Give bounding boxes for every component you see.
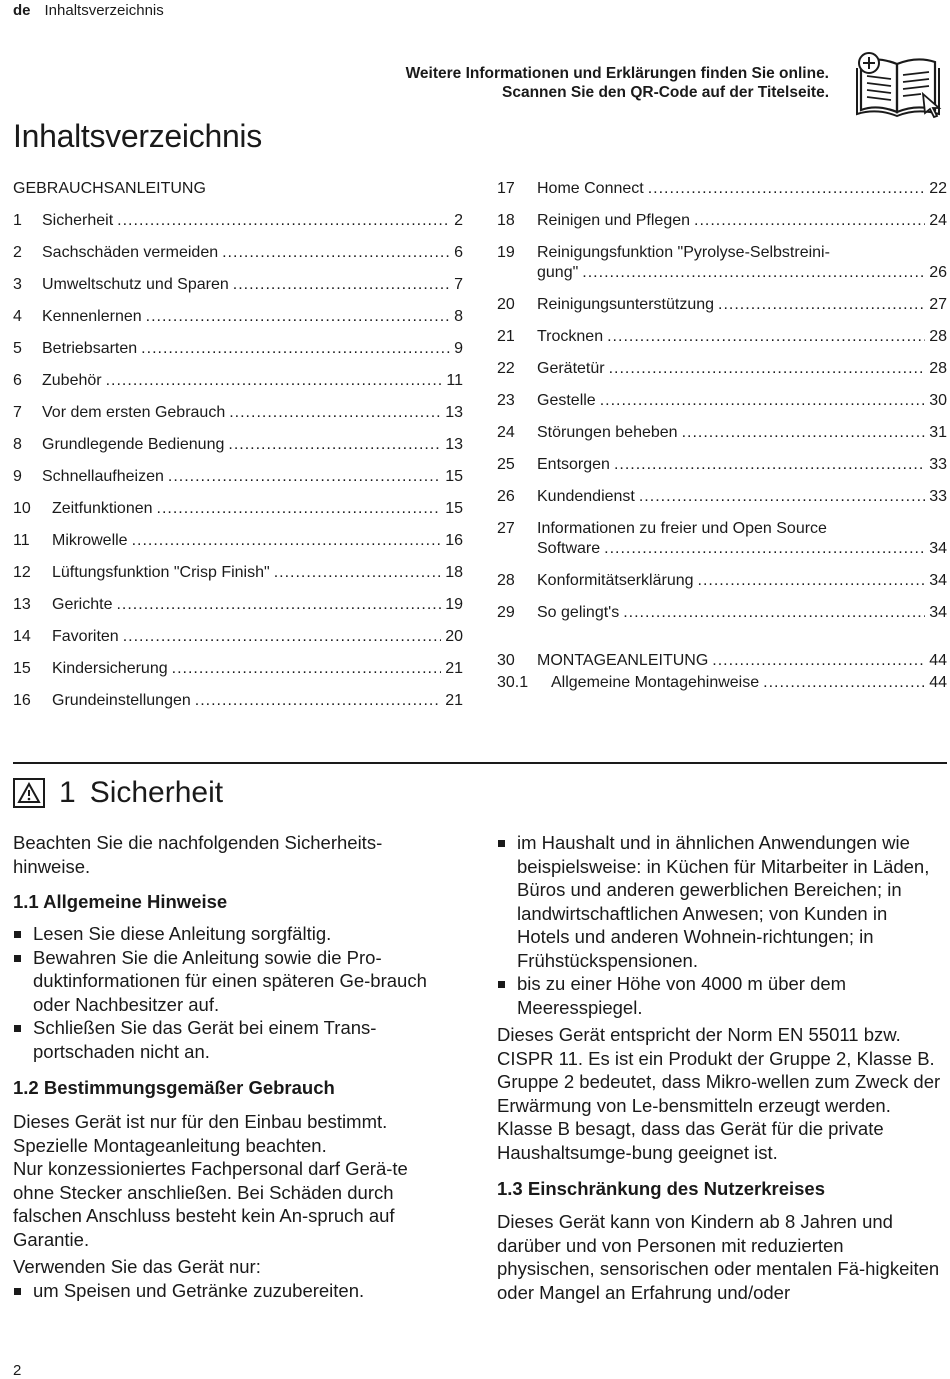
toc-entry-title: Favoriten bbox=[52, 628, 119, 645]
toc-entry[interactable] bbox=[497, 392, 947, 410]
toc-entry-page: 8 bbox=[454, 308, 463, 325]
toc-entry-page: 15 bbox=[445, 468, 463, 485]
toc-entry[interactable] bbox=[497, 488, 947, 506]
toc-entry-page: 19 bbox=[445, 596, 463, 613]
toc-leader-dots bbox=[172, 660, 442, 678]
toc-leader-dots bbox=[106, 372, 443, 390]
list-item: bis zu einer Höhe von 4000 m über dem Meeresspiegel. bbox=[497, 972, 917, 1019]
toc-entry-title[interactable]: Informationen zu freier und Open Source bbox=[537, 520, 827, 537]
toc-entry-page: 22 bbox=[929, 180, 947, 197]
toc-section-label: GEBRAUCHSANLEITUNG bbox=[13, 180, 206, 197]
toc-entry[interactable] bbox=[13, 564, 463, 582]
paragraph: Dieses Gerät entspricht der Norm EN 55011 bzw. CISPR 11. Es ist ein Produkt der Gruppe 2, Klasse B. Gruppe 2 bedeutet, dass Mikro-wellen zum Zweck der Erwärmung von Le-bensmitteln erzeugt werden. Klasse B besagt, dass das Gerät für die private Haushaltsumge-bung geeignet ist. bbox=[497, 1024, 941, 1163]
toc-leader-dots bbox=[763, 674, 925, 692]
toc-entry-number: 3 bbox=[13, 276, 22, 293]
toc-leader-dots bbox=[123, 628, 442, 646]
page-number: 2 bbox=[13, 1362, 22, 1379]
toc-entry-number: 5 bbox=[13, 340, 22, 357]
toc-entry-title: Betriebsarten bbox=[42, 340, 138, 357]
toc-leader-dots bbox=[228, 436, 441, 454]
toc-entry[interactable] bbox=[497, 572, 947, 590]
text-column-right bbox=[497, 831, 945, 1304]
toc-entry-page: 20 bbox=[445, 628, 463, 645]
toc-entry[interactable] bbox=[497, 212, 947, 230]
toc-leader-dots bbox=[648, 180, 925, 198]
toc-entry-title: Gestelle bbox=[537, 392, 596, 409]
paragraph: Verwenden Sie das Gerät nur: bbox=[13, 1256, 261, 1277]
toc-entry-page: 28 bbox=[929, 328, 947, 345]
toc-leader-dots bbox=[718, 296, 925, 314]
toc-leader-dots bbox=[157, 500, 442, 518]
list-item: im Haushalt und in ähnlichen Anwendungen wie beispielsweise: in Küchen für Mitarbeiter in Läden, Büros und anderen gewerblichen Bereichen; in landwirtschaftlichen Anwesen; von Kunden in Hotels und anderen Wohnein-richtungen; in Frühstückspensionen. bbox=[497, 831, 942, 972]
toc-entry-number: 21 bbox=[497, 328, 515, 345]
toc-entry[interactable] bbox=[13, 404, 463, 422]
toc-entry-page: 26 bbox=[929, 264, 947, 281]
toc-entry-title: MONTAGEANLEITUNG bbox=[537, 652, 709, 669]
toc-entry-number: 25 bbox=[497, 456, 515, 473]
toc-entry-page: 18 bbox=[445, 564, 463, 581]
toc-entry-page: 21 bbox=[445, 660, 463, 677]
toc-leader-dots bbox=[222, 244, 450, 262]
toc-entry-title: Reinigungsunterstützung bbox=[537, 296, 715, 313]
toc-entry-title: gung" bbox=[537, 264, 579, 281]
toc-entry-title[interactable]: Reinigungsfunktion "Pyrolyse-Selbstreini- bbox=[537, 244, 830, 261]
online-info-note bbox=[406, 64, 829, 102]
toc-entry[interactable] bbox=[13, 276, 463, 294]
toc-entry-number: 30 bbox=[497, 652, 515, 669]
warning-triangle-icon bbox=[13, 778, 45, 808]
toc-entry-page: 13 bbox=[445, 436, 463, 453]
toc-entry-page: 15 bbox=[445, 500, 463, 517]
toc-entry-title: Grundlegende Bedienung bbox=[42, 436, 225, 453]
toc-entry-page: 7 bbox=[454, 276, 463, 293]
toc-entry[interactable] bbox=[13, 468, 463, 486]
toc-entry-number: 28 bbox=[497, 572, 515, 589]
paragraph: Dieses Gerät ist nur für den Einbau bestimmt. Spezielle Montageanleitung beachten. bbox=[13, 1111, 388, 1156]
toc-entry-title: So gelingt's bbox=[537, 604, 620, 621]
toc-entry[interactable] bbox=[13, 532, 463, 550]
toc-entry-page: 16 bbox=[445, 532, 463, 549]
toc-entry-page: 27 bbox=[929, 296, 947, 313]
toc-leader-dots bbox=[614, 456, 925, 474]
toc-entry-page: 21 bbox=[445, 692, 463, 709]
toc-entry[interactable] bbox=[13, 628, 463, 646]
toc-entry-page: 33 bbox=[929, 456, 947, 473]
toc-entry-number: 1 bbox=[13, 212, 22, 229]
online-info-line1: Weitere Informationen und Erklärungen finden Sie online. bbox=[405, 65, 829, 82]
toc-entry-number: 16 bbox=[13, 692, 31, 709]
toc-entry-title: Störungen beheben bbox=[537, 424, 678, 441]
intro-paragraph: Beachten Sie die nachfolgenden Sicherheits-hinweise. bbox=[13, 832, 383, 877]
toc-entry[interactable] bbox=[497, 296, 947, 314]
toc-entry-page: 6 bbox=[454, 244, 463, 261]
toc-entry-page: 2 bbox=[454, 212, 463, 229]
toc-entry-number: 9 bbox=[13, 468, 22, 485]
toc-entry[interactable] bbox=[13, 500, 463, 518]
toc-entry-page: 34 bbox=[929, 572, 947, 589]
toc-entry-title: Kundendienst bbox=[537, 488, 635, 505]
toc-leader-dots bbox=[274, 564, 442, 582]
toc-leader-dots bbox=[698, 572, 926, 590]
toc-leader-dots bbox=[146, 308, 450, 326]
paragraph: Dieses Gerät kann von Kindern ab 8 Jahren und darüber und von Personen mit reduzierten physischen, sensorischen oder mentalen Fä-higkeiten oder Mangel an Erfahrung und/oder bbox=[497, 1211, 940, 1303]
toc-leader-dots bbox=[712, 652, 925, 670]
toc-entry-page: 30 bbox=[929, 392, 947, 409]
toc-entry-number: 4 bbox=[13, 308, 22, 325]
toc-entry-number: 27 bbox=[497, 520, 515, 537]
list-item: Schließen Sie das Gerät bei einem Trans-portschaden nicht an. bbox=[13, 1016, 438, 1063]
toc-entry[interactable] bbox=[13, 660, 463, 678]
running-header bbox=[13, 2, 164, 19]
toc-entry-title: Mikrowelle bbox=[52, 532, 128, 549]
toc-leader-dots bbox=[609, 360, 926, 378]
toc-entry-number: 13 bbox=[13, 596, 31, 613]
header-title: Inhaltsverzeichnis bbox=[44, 2, 164, 19]
toc-entry-page: 34 bbox=[929, 540, 947, 557]
list-item: Lesen Sie diese Anleitung sorgfältig. bbox=[13, 922, 463, 946]
toc-entry-number: 6 bbox=[13, 372, 22, 389]
toc-leader-dots bbox=[168, 468, 441, 486]
toc-entry-number: 23 bbox=[497, 392, 515, 409]
toc-entry-title: Lüftungsfunktion "Crisp Finish" bbox=[52, 564, 270, 581]
toc-entry-title: Umweltschutz und Sparen bbox=[42, 276, 229, 293]
toc-entry-title: Reinigen und Pflegen bbox=[537, 212, 691, 229]
toc-leader-dots bbox=[141, 340, 450, 358]
toc-entry-page: 11 bbox=[446, 372, 463, 389]
toc-leader-dots bbox=[582, 264, 925, 282]
toc-entry[interactable] bbox=[497, 360, 947, 378]
list-item: Bewahren Sie die Anleitung sowie die Pro-duktinformationen für einen späteren Ge-brauch oder Nachbesitzer auf. bbox=[13, 946, 438, 1017]
toc-entry-title: Kindersicherung bbox=[52, 660, 168, 677]
toc-entry[interactable] bbox=[497, 652, 947, 670]
toc-entry[interactable] bbox=[13, 372, 463, 390]
toc-entry[interactable] bbox=[13, 596, 463, 614]
toc-entry-page: 44 bbox=[929, 674, 947, 691]
section-number: 1 bbox=[59, 776, 76, 809]
toc-entry-page: 44 bbox=[929, 652, 947, 669]
toc-leader-dots bbox=[639, 488, 925, 506]
online-info-line2: Scannen Sie den QR-Code auf der Titelseite. bbox=[501, 84, 829, 101]
toc-entry-title: Vor dem ersten Gebrauch bbox=[42, 404, 226, 421]
toc-entry-title: Entsorgen bbox=[537, 456, 610, 473]
toc-entry-title: Zeitfunktionen bbox=[52, 500, 153, 517]
subsection-heading-1-1: 1.1 Allgemeine Hinweise bbox=[13, 891, 228, 912]
bullet-list-1-1 bbox=[13, 922, 463, 1063]
toc-leader-dots bbox=[117, 212, 450, 230]
toc-entry[interactable] bbox=[497, 674, 947, 692]
toc-entry-page: 34 bbox=[929, 604, 947, 621]
toc-entry-number: 12 bbox=[13, 564, 31, 581]
text-column-left bbox=[13, 831, 463, 1302]
toc-entry-number: 8 bbox=[13, 436, 22, 453]
toc-entry-title: Kennenlernen bbox=[42, 308, 142, 325]
toc-leader-dots bbox=[623, 604, 925, 622]
section-heading bbox=[13, 776, 223, 810]
toc-entry[interactable] bbox=[497, 328, 947, 346]
toc-entry[interactable] bbox=[13, 692, 463, 710]
toc-entry-number: 30.1 bbox=[497, 674, 529, 691]
toc-entry-number: 11 bbox=[13, 532, 30, 549]
toc-entry-title: Schnellaufheizen bbox=[42, 468, 164, 485]
online-manual-book-icon bbox=[855, 50, 943, 120]
toc-entry-number: 17 bbox=[497, 180, 515, 197]
toc-entry-page: 28 bbox=[929, 360, 947, 377]
toc-entry-number: 18 bbox=[497, 212, 515, 229]
language-code: de bbox=[13, 2, 31, 19]
toc-entry-number: 29 bbox=[497, 604, 515, 621]
page-title: Inhaltsverzeichnis bbox=[13, 118, 262, 154]
toc-entry[interactable] bbox=[13, 340, 463, 358]
toc-entry[interactable] bbox=[497, 180, 947, 198]
toc-entry-title: Zubehör bbox=[42, 372, 102, 389]
toc-leader-dots bbox=[682, 424, 926, 442]
toc-entry[interactable] bbox=[13, 244, 463, 262]
toc-entry-title: Sachschäden vermeiden bbox=[42, 244, 219, 261]
toc-entry-number: 7 bbox=[13, 404, 22, 421]
toc-leader-dots bbox=[195, 692, 441, 710]
toc-entry-page: 13 bbox=[445, 404, 463, 421]
toc-entry-title: Home Connect bbox=[537, 180, 644, 197]
toc-entry-title: Sicherheit bbox=[42, 212, 114, 229]
toc-leader-dots bbox=[607, 328, 925, 346]
toc-entry-title: Konformitätserklärung bbox=[537, 572, 694, 589]
toc-entry-title: Allgemeine Montagehinweise bbox=[551, 674, 760, 691]
toc-leader-dots bbox=[604, 540, 925, 558]
toc-entry-number: 10 bbox=[13, 500, 31, 517]
toc-entry-number: 19 bbox=[497, 244, 515, 261]
subsection-heading-1-3: 1.3 Einschränkung des Nutzerkreises bbox=[497, 1178, 825, 1199]
toc-entry-page: 24 bbox=[929, 212, 947, 229]
toc-entry-page: 33 bbox=[929, 488, 947, 505]
subsection-heading-1-2: 1.2 Bestimmungsgemäßer Gebrauch bbox=[13, 1077, 335, 1098]
toc-entry-page: 9 bbox=[454, 340, 463, 357]
toc-entry[interactable] bbox=[497, 540, 947, 558]
toc-entry-title: Trocknen bbox=[537, 328, 604, 345]
toc-leader-dots bbox=[132, 532, 442, 550]
toc-entry-number: 2 bbox=[13, 244, 22, 261]
toc-entry-title: Software bbox=[537, 540, 601, 557]
toc-entry-title: Gerichte bbox=[52, 596, 113, 613]
toc-entry[interactable] bbox=[497, 264, 947, 282]
toc-leader-dots bbox=[233, 276, 450, 294]
toc-leader-dots bbox=[600, 392, 926, 410]
toc-entry[interactable] bbox=[13, 212, 463, 230]
section-divider bbox=[13, 762, 947, 764]
toc-entry-number: 15 bbox=[13, 660, 31, 677]
toc-entry-number: 20 bbox=[497, 296, 515, 313]
toc-entry[interactable] bbox=[497, 604, 947, 622]
toc-entry[interactable] bbox=[497, 456, 947, 474]
toc-entry[interactable] bbox=[13, 436, 463, 454]
section-title: Sicherheit bbox=[89, 776, 224, 809]
toc-entry-number: 14 bbox=[13, 628, 31, 645]
toc-entry[interactable] bbox=[497, 424, 947, 442]
toc-leader-dots bbox=[694, 212, 925, 230]
toc-entry-title: Gerätetür bbox=[537, 360, 605, 377]
toc-entry-page: 31 bbox=[929, 424, 947, 441]
toc-entry[interactable] bbox=[13, 308, 463, 326]
toc-leader-dots bbox=[116, 596, 441, 614]
list-item: um Speisen und Getränke zuzubereiten. bbox=[13, 1279, 463, 1303]
toc-entry-title: Grundeinstellungen bbox=[52, 692, 191, 709]
toc-entry-number: 24 bbox=[497, 424, 515, 441]
toc-leader-dots bbox=[229, 404, 441, 422]
toc-entry-number: 22 bbox=[497, 360, 515, 377]
paragraph: Nur konzessioniertes Fachpersonal darf Gerä-te ohne Stecker anschließen. Bei Schäden durch falschen Anschluss besteht kein An-spruch auf Garantie. bbox=[13, 1158, 408, 1250]
toc-entry-number: 26 bbox=[497, 488, 515, 505]
